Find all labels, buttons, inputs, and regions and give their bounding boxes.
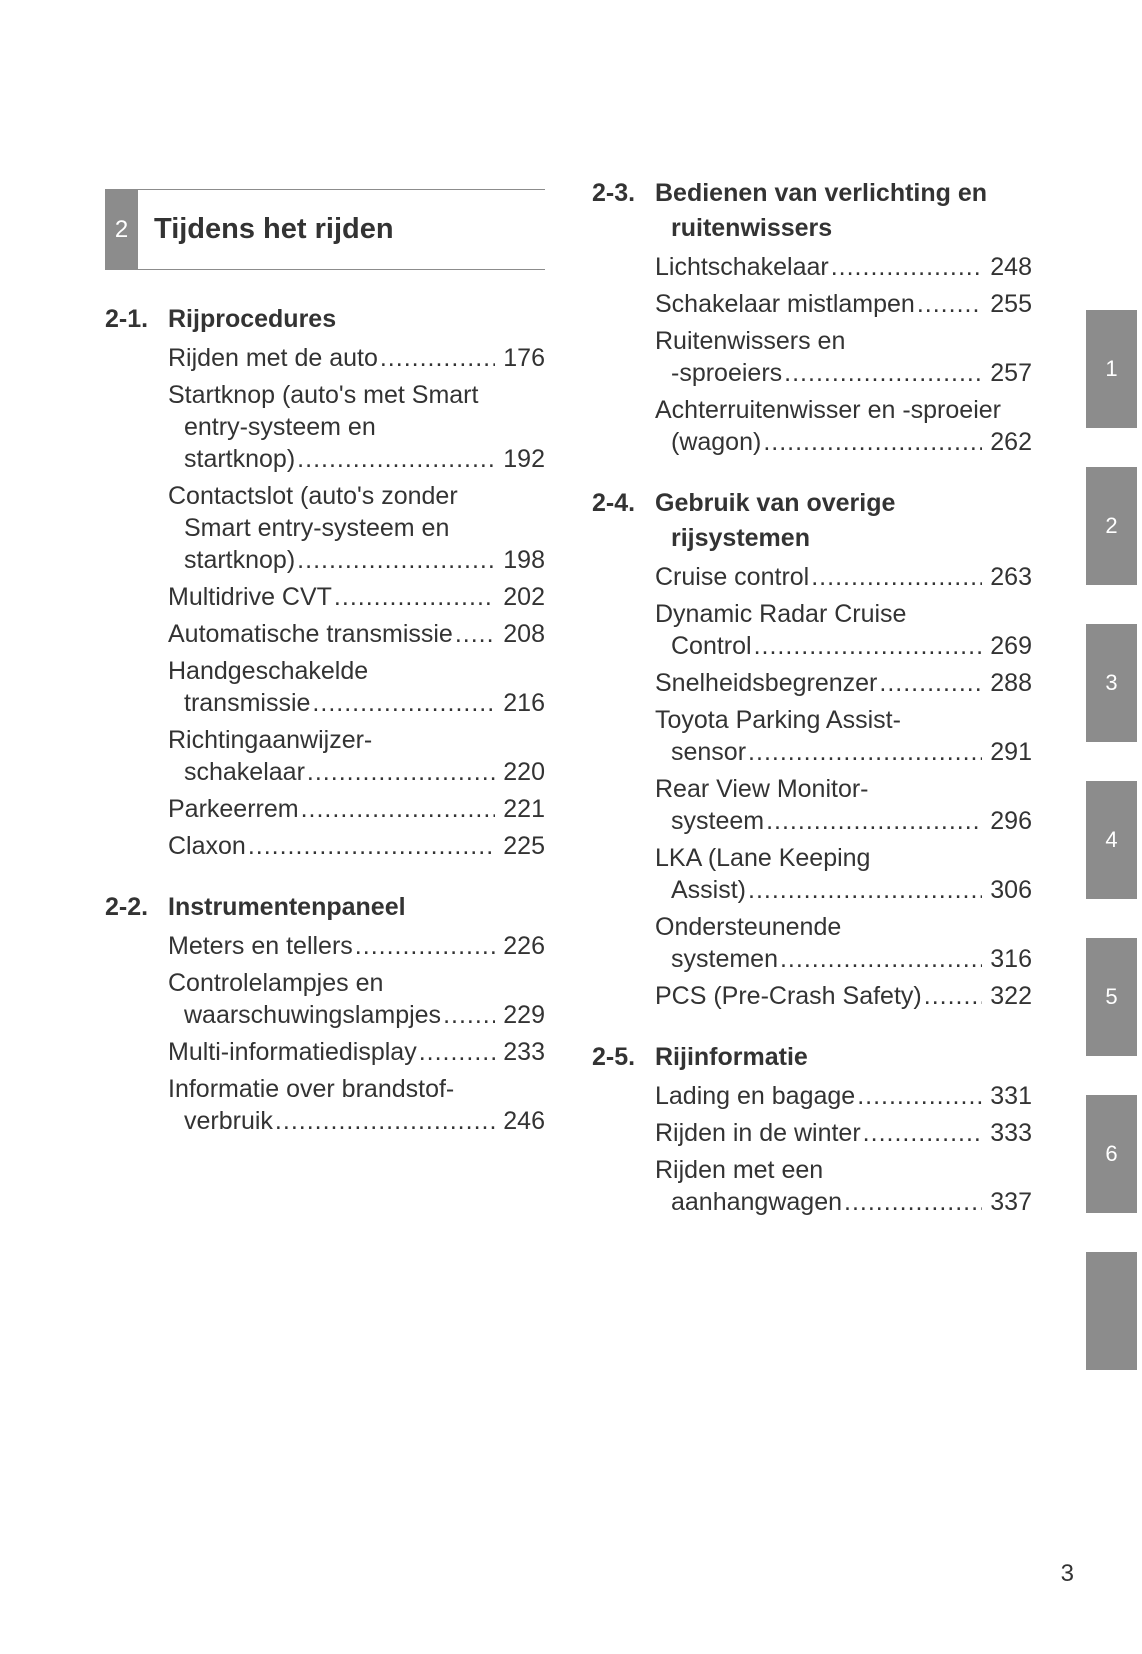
dot-leader bbox=[419, 1036, 495, 1068]
toc-entry[interactable] bbox=[105, 342, 545, 374]
toc-section bbox=[592, 176, 1032, 458]
entry-page-number: 263 bbox=[990, 563, 1032, 591]
entry-page-number: 331 bbox=[990, 1082, 1032, 1110]
chapter-tab[interactable]: 5 bbox=[1086, 938, 1137, 1056]
entry-text-line: PCS (Pre-Crash Safety) bbox=[655, 982, 922, 1010]
dot-leader bbox=[863, 1117, 982, 1149]
toc-entry[interactable] bbox=[105, 1073, 545, 1137]
entry-leader-line bbox=[655, 667, 1032, 699]
page-number: 3 bbox=[1060, 1560, 1074, 1587]
section-heading bbox=[105, 890, 545, 925]
section-heading bbox=[592, 1040, 1032, 1075]
entry-page-number: 233 bbox=[503, 1038, 545, 1066]
entry-leader-line bbox=[168, 581, 545, 613]
section-title-line: Bedienen van verlichting en bbox=[655, 179, 988, 207]
dot-leader bbox=[748, 874, 982, 906]
dot-leader bbox=[275, 1105, 495, 1137]
entry-leader-line bbox=[655, 805, 1032, 837]
entry-page-number: 216 bbox=[503, 689, 545, 717]
entry-text-line: schakelaar bbox=[184, 758, 305, 786]
toc-entry[interactable] bbox=[592, 1154, 1032, 1218]
entry-leader-line bbox=[168, 930, 545, 962]
toc-entry[interactable] bbox=[592, 1117, 1032, 1149]
toc-entry[interactable] bbox=[105, 618, 545, 650]
entry-page-number: 316 bbox=[990, 945, 1032, 973]
dot-leader bbox=[879, 667, 982, 699]
entry-text-line: Ruitenwissers en bbox=[655, 327, 846, 355]
entry-page-number: 208 bbox=[503, 620, 545, 648]
toc-entry[interactable] bbox=[592, 667, 1032, 699]
dot-leader bbox=[312, 687, 495, 719]
dot-leader bbox=[780, 943, 982, 975]
toc-section bbox=[592, 486, 1032, 1012]
entry-text-line: Schakelaar mistlampen bbox=[655, 290, 915, 318]
entry-page-number: 202 bbox=[503, 583, 545, 611]
entry-leader-line bbox=[655, 1186, 1032, 1218]
chapter-tab[interactable]: 4 bbox=[1086, 781, 1137, 899]
section-heading bbox=[592, 176, 1032, 246]
dot-leader bbox=[924, 980, 982, 1012]
dot-leader bbox=[301, 793, 495, 825]
dot-leader bbox=[857, 1080, 982, 1112]
entry-text-line: startknop) bbox=[184, 546, 296, 574]
dot-leader bbox=[766, 805, 982, 837]
entry-text-line: Multi-informatiedisplay bbox=[168, 1038, 417, 1066]
entry-page-number: 306 bbox=[990, 876, 1032, 904]
toc-entry[interactable] bbox=[592, 704, 1032, 768]
entry-leader-line bbox=[655, 1080, 1032, 1112]
toc-entry[interactable] bbox=[105, 930, 545, 962]
chapter-tab[interactable]: 2 bbox=[1086, 467, 1137, 585]
entry-text-line: Startknop (auto's met Smart bbox=[168, 381, 479, 409]
entry-text-line: Snelheidsbegrenzer bbox=[655, 669, 878, 697]
entry-leader-line bbox=[168, 830, 545, 862]
entry-text-line: Rijden met de auto bbox=[168, 344, 378, 372]
toc-entry[interactable] bbox=[592, 773, 1032, 837]
dot-leader bbox=[748, 736, 982, 768]
section-title-line: Rijprocedures bbox=[168, 305, 337, 333]
section-number: 2-3. bbox=[592, 179, 636, 207]
entry-leader-line bbox=[655, 251, 1032, 283]
entry-leader-line bbox=[168, 1105, 545, 1137]
entry-text-line: Ondersteunende bbox=[655, 913, 842, 941]
dot-leader bbox=[355, 930, 495, 962]
entry-page-number: 248 bbox=[990, 253, 1032, 281]
entry-page-number: 291 bbox=[990, 738, 1032, 766]
entry-page-number: 221 bbox=[503, 795, 545, 823]
entry-leader-line bbox=[168, 443, 545, 475]
entry-leader-line bbox=[655, 874, 1032, 906]
section-title-line: ruitenwissers bbox=[671, 214, 833, 242]
entry-text-line: -sproeiers bbox=[671, 359, 783, 387]
chapter-number-badge: 2 bbox=[105, 190, 138, 269]
entry-text-line: verbruik bbox=[184, 1107, 273, 1135]
toc-entry[interactable] bbox=[105, 830, 545, 862]
entry-leader-line bbox=[655, 426, 1032, 458]
toc-entry[interactable] bbox=[105, 581, 545, 613]
toc-entry[interactable] bbox=[592, 842, 1032, 906]
toc-entry[interactable] bbox=[105, 724, 545, 788]
dot-leader bbox=[297, 443, 495, 475]
section-title bbox=[592, 176, 1032, 246]
toc-entry[interactable] bbox=[105, 379, 545, 475]
dot-leader bbox=[307, 756, 495, 788]
toc-entry[interactable] bbox=[105, 1036, 545, 1068]
entry-text-line: Cruise control bbox=[655, 563, 810, 591]
entry-text-line: Lading en bagage bbox=[655, 1082, 856, 1110]
entry-text-line: Control bbox=[671, 632, 752, 660]
section-number: 2-1. bbox=[105, 305, 149, 333]
toc-entry[interactable] bbox=[592, 394, 1032, 458]
dot-leader bbox=[334, 581, 495, 613]
entry-text-line: Meters en tellers bbox=[168, 932, 353, 960]
entry-text-line: Controlelampjes en bbox=[168, 969, 384, 997]
section-title-line: rijsystemen bbox=[671, 524, 810, 552]
toc-entry[interactable] bbox=[592, 598, 1032, 662]
toc-left-column bbox=[105, 302, 545, 1142]
dot-leader bbox=[811, 561, 982, 593]
entry-text-line: sensor bbox=[671, 738, 747, 766]
entry-text-line: aanhangwagen bbox=[671, 1188, 842, 1216]
entry-text-line: Lichtschakelaar bbox=[655, 253, 829, 281]
entry-text-line: Parkeerrem bbox=[168, 795, 299, 823]
section-title bbox=[105, 302, 545, 337]
entry-page-number: 192 bbox=[503, 445, 545, 473]
entry-text-line: (wagon) bbox=[671, 428, 762, 456]
dot-leader bbox=[763, 426, 982, 458]
entry-page-number: 226 bbox=[503, 932, 545, 960]
entry-leader-line bbox=[168, 1036, 545, 1068]
toc-entry[interactable] bbox=[592, 288, 1032, 320]
entry-text-line: Contactslot (auto's zonder bbox=[168, 482, 458, 510]
entry-page-number: 337 bbox=[990, 1188, 1032, 1216]
section-number: 2-4. bbox=[592, 489, 636, 517]
entry-page-number: 220 bbox=[503, 758, 545, 786]
entry-page-number: 269 bbox=[990, 632, 1032, 660]
entry-page-number: 322 bbox=[990, 982, 1032, 1010]
chapter-tab[interactable] bbox=[1086, 1252, 1137, 1370]
entry-text-line: transmissie bbox=[184, 689, 311, 717]
dot-leader bbox=[754, 630, 982, 662]
entry-page-number: 246 bbox=[503, 1107, 545, 1135]
entry-text-line: Multidrive CVT bbox=[168, 583, 332, 611]
entry-text-line: Toyota Parking Assist- bbox=[655, 706, 901, 734]
section-title bbox=[105, 890, 545, 925]
entry-leader-line bbox=[655, 1117, 1032, 1149]
entry-page-number: 198 bbox=[503, 546, 545, 574]
toc-entry[interactable] bbox=[105, 480, 545, 576]
entry-text-line: waarschuwingslampjes bbox=[184, 1001, 442, 1029]
toc-entry[interactable] bbox=[592, 911, 1032, 975]
section-title-line: Instrumentenpaneel bbox=[168, 893, 406, 921]
entry-text-line: entry-systeem en bbox=[184, 413, 376, 441]
entry-page-number: 296 bbox=[990, 807, 1032, 835]
entry-page-number: 176 bbox=[503, 344, 545, 372]
toc-entry[interactable] bbox=[105, 655, 545, 719]
toc-entry[interactable] bbox=[592, 325, 1032, 389]
entry-text-line: Rear View Monitor- bbox=[655, 775, 869, 803]
dot-leader bbox=[297, 544, 495, 576]
chapter-header bbox=[105, 189, 545, 270]
toc-entry[interactable] bbox=[592, 251, 1032, 283]
toc-section bbox=[105, 890, 545, 1137]
entry-text-line: Rijden met een bbox=[655, 1156, 824, 1184]
toc-entry[interactable] bbox=[592, 980, 1032, 1012]
entry-leader-line bbox=[655, 736, 1032, 768]
toc-section bbox=[105, 302, 545, 862]
section-heading bbox=[592, 486, 1032, 556]
entry-leader-line bbox=[655, 561, 1032, 593]
entry-page-number: 288 bbox=[990, 669, 1032, 697]
entry-leader-line bbox=[168, 793, 545, 825]
toc-section bbox=[592, 1040, 1032, 1218]
entry-leader-line bbox=[655, 630, 1032, 662]
entry-page-number: 257 bbox=[990, 359, 1032, 387]
dot-leader bbox=[443, 999, 495, 1031]
entry-leader-line bbox=[168, 687, 545, 719]
toc-entry[interactable] bbox=[592, 561, 1032, 593]
entry-page-number: 255 bbox=[990, 290, 1032, 318]
chapter-title: Tijdens het rijden bbox=[154, 213, 394, 245]
entry-leader-line bbox=[168, 544, 545, 576]
entry-text-line: Richtingaanwijzer- bbox=[168, 726, 373, 754]
entry-leader-line bbox=[655, 980, 1032, 1012]
entry-text-line: Achterruitenwisser en -sproeier bbox=[655, 396, 1001, 424]
section-heading bbox=[105, 302, 545, 337]
dot-leader bbox=[844, 1186, 982, 1218]
dot-leader bbox=[917, 288, 982, 320]
chapter-tab[interactable]: 3 bbox=[1086, 624, 1137, 742]
section-title bbox=[592, 1040, 1032, 1075]
dot-leader bbox=[784, 357, 982, 389]
dot-leader bbox=[380, 342, 495, 374]
entry-page-number: 262 bbox=[990, 428, 1032, 456]
toc-entry[interactable] bbox=[105, 967, 545, 1031]
entry-leader-line bbox=[655, 357, 1032, 389]
entry-text-line: Assist) bbox=[671, 876, 746, 904]
entry-text-line: Handgeschakelde bbox=[168, 657, 369, 685]
toc-entry[interactable] bbox=[105, 793, 545, 825]
entry-text-line: Dynamic Radar Cruise bbox=[655, 600, 907, 628]
entry-text-line: Rijden in de winter bbox=[655, 1119, 861, 1147]
entry-leader-line bbox=[655, 288, 1032, 320]
chapter-tab[interactable]: 6 bbox=[1086, 1095, 1137, 1213]
section-title-line: Rijinformatie bbox=[655, 1043, 808, 1071]
entry-text-line: Smart entry-systeem en bbox=[184, 514, 450, 542]
dot-leader bbox=[248, 830, 495, 862]
entry-text-line: systeem bbox=[671, 807, 765, 835]
entry-leader-line bbox=[655, 943, 1032, 975]
section-number: 2-5. bbox=[592, 1043, 636, 1071]
entry-leader-line bbox=[168, 999, 545, 1031]
section-title bbox=[592, 486, 1032, 556]
toc-right-column bbox=[592, 176, 1032, 1223]
entry-text-line: Automatische transmissie bbox=[168, 620, 453, 648]
entry-leader-line bbox=[168, 756, 545, 788]
entry-text-line: systemen bbox=[671, 945, 778, 973]
entry-text-line: Informatie over brandstof- bbox=[168, 1075, 455, 1103]
entry-text-line: LKA (Lane Keeping bbox=[655, 844, 871, 872]
entry-page-number: 333 bbox=[990, 1119, 1032, 1147]
section-title-line: Gebruik van overige bbox=[655, 489, 896, 517]
dot-leader bbox=[831, 251, 982, 283]
toc-entry[interactable] bbox=[592, 1080, 1032, 1112]
entry-text-line: startknop) bbox=[184, 445, 296, 473]
entry-leader-line bbox=[168, 342, 545, 374]
section-number: 2-2. bbox=[105, 893, 149, 921]
chapter-tab[interactable]: 1 bbox=[1086, 310, 1137, 428]
dot-leader bbox=[455, 618, 495, 650]
entry-page-number: 225 bbox=[503, 832, 545, 860]
entry-text-line: Claxon bbox=[168, 832, 246, 860]
entry-page-number: 229 bbox=[503, 1001, 545, 1029]
entry-leader-line bbox=[168, 618, 545, 650]
